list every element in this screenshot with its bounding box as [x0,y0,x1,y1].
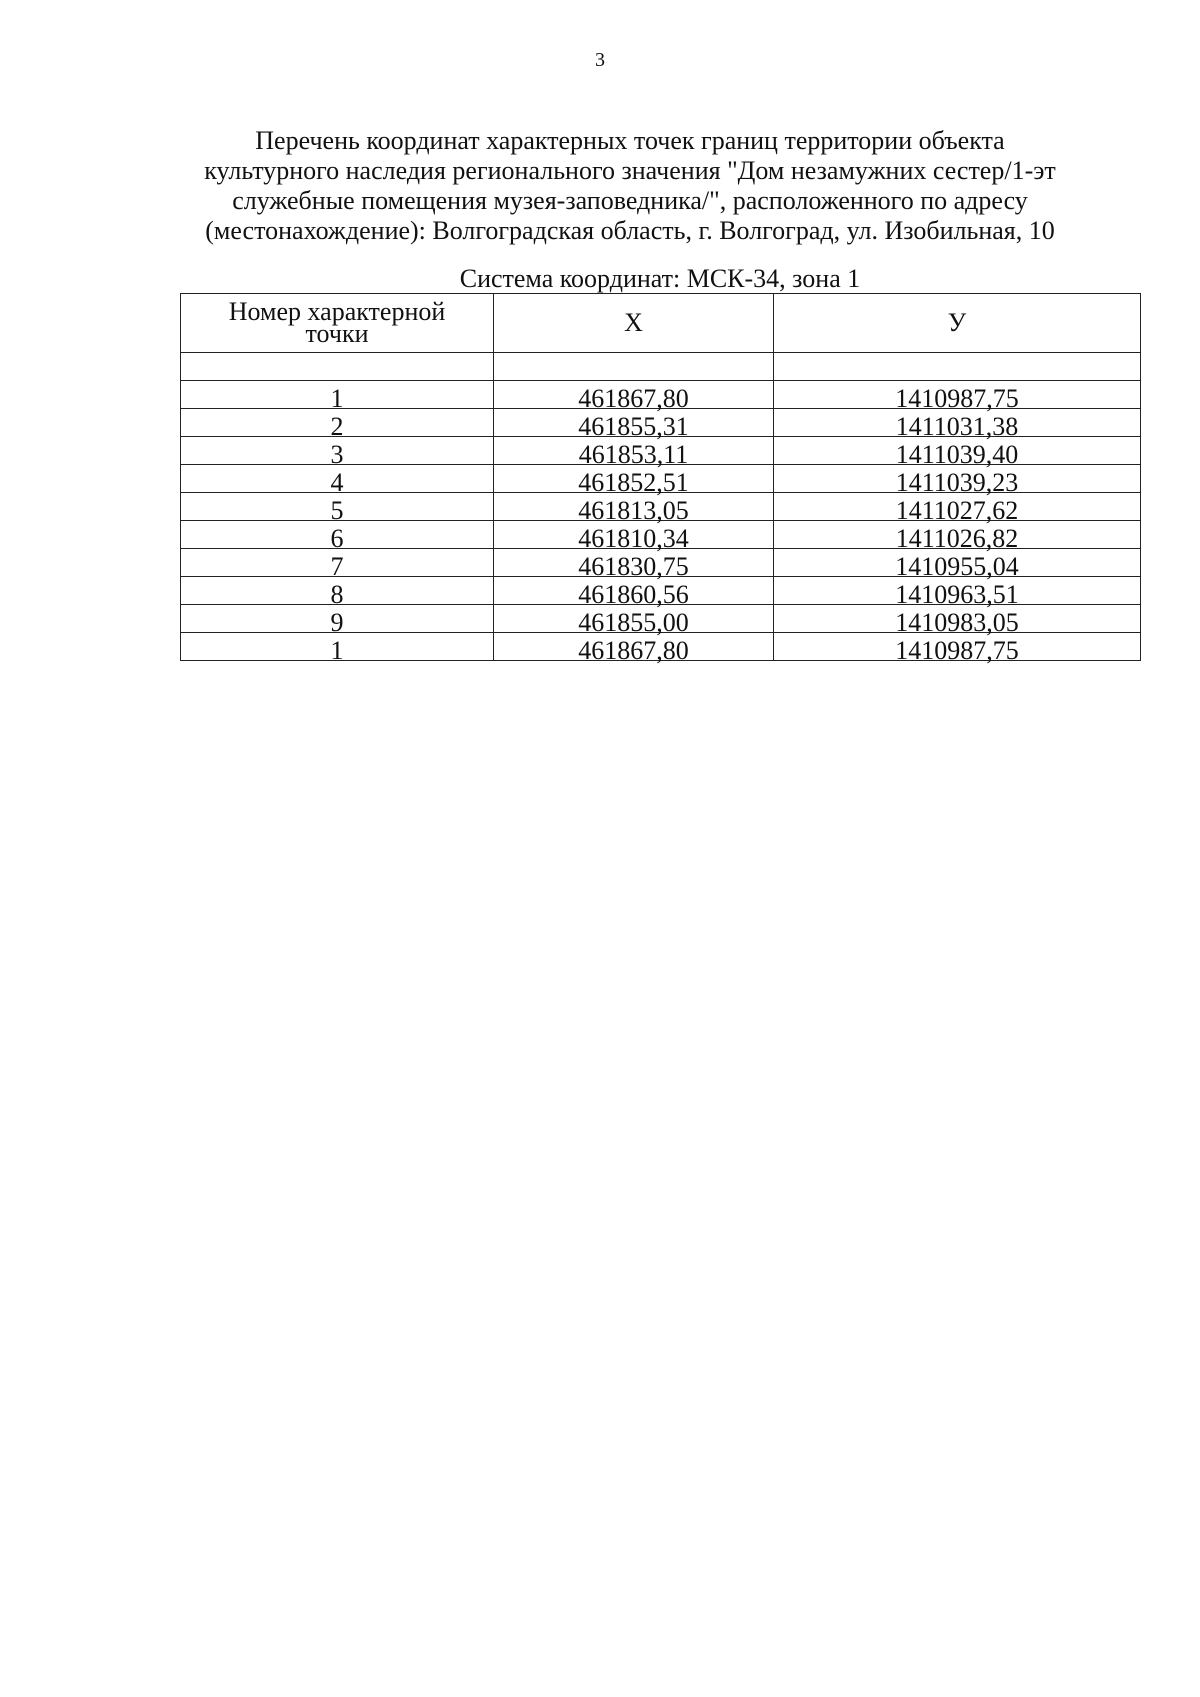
cell-x: 461867,80 [494,381,774,409]
header-x: X [494,294,774,353]
cell-point: 9 [181,605,494,633]
title-line: служебные помещения музея-заповедника/", расположенного по адресу [232,186,1028,215]
cell-y: 1411039,40 [774,437,1141,465]
title-line: (местонахождение): Волгоградская область, г. Волгоград, ул. Изобильная, 10 [205,216,1055,245]
header-point-line2: точки [305,319,369,348]
cell-y: 1411027,62 [774,493,1141,521]
cell-x: 461830,75 [494,549,774,577]
table-row [181,549,1141,577]
spacer-cell [494,353,774,381]
spacer-cell [774,353,1141,381]
table-row [181,381,1141,409]
cell-point: 1 [181,381,494,409]
title-line: культурного наследия регионального значения "Дом незамужних сестер/1-эт [204,156,1056,185]
header-point-line1: Номер характерной [228,297,446,326]
header-point-number [181,294,494,353]
table-row [181,437,1141,465]
cell-point: 3 [181,437,494,465]
cell-y: 1411026,82 [774,521,1141,549]
cell-y: 1410963,51 [774,577,1141,605]
table-row [181,605,1141,633]
page-number: 3 [595,49,605,71]
cell-x: 461813,05 [494,493,774,521]
cell-x: 461860,56 [494,577,774,605]
table-row [181,521,1141,549]
document-title [170,126,1090,246]
cell-x: 461855,00 [494,605,774,633]
table-row [181,577,1141,605]
cell-y: 1411031,38 [774,409,1141,437]
cell-point: 5 [181,493,494,521]
table-row [181,633,1141,661]
table-row [181,493,1141,521]
coordinate-system-caption: Система координат: МСК-34, зона 1 [459,264,861,293]
table-spacer-row [181,353,1141,381]
cell-x: 461867,80 [494,633,774,661]
cell-point: 6 [181,521,494,549]
coordinates-table [180,293,1141,665]
spacer-cell [181,353,494,381]
cell-x: 461852,51 [494,465,774,493]
cell-point: 7 [181,549,494,577]
cell-x: 461855,31 [494,409,774,437]
cell-y: 1410983,05 [774,605,1141,633]
title-line: Перечень координат характерных точек границ территории объекта [255,126,1005,155]
table-row [181,409,1141,437]
table-row [181,465,1141,493]
cell-point: 8 [181,577,494,605]
cell-point: 2 [181,409,494,437]
cell-x: 461853,11 [494,437,774,465]
cell-point: 1 [181,633,494,661]
cell-y: 1410955,04 [774,549,1141,577]
cell-y: 1410987,75 [774,381,1141,409]
cell-x: 461810,34 [494,521,774,549]
cell-point: 4 [181,465,494,493]
cell-y: 1411039,23 [774,465,1141,493]
cell-y: 1410987,75 [774,633,1141,661]
header-y: У [774,294,1141,353]
table-header-row [181,294,1141,353]
